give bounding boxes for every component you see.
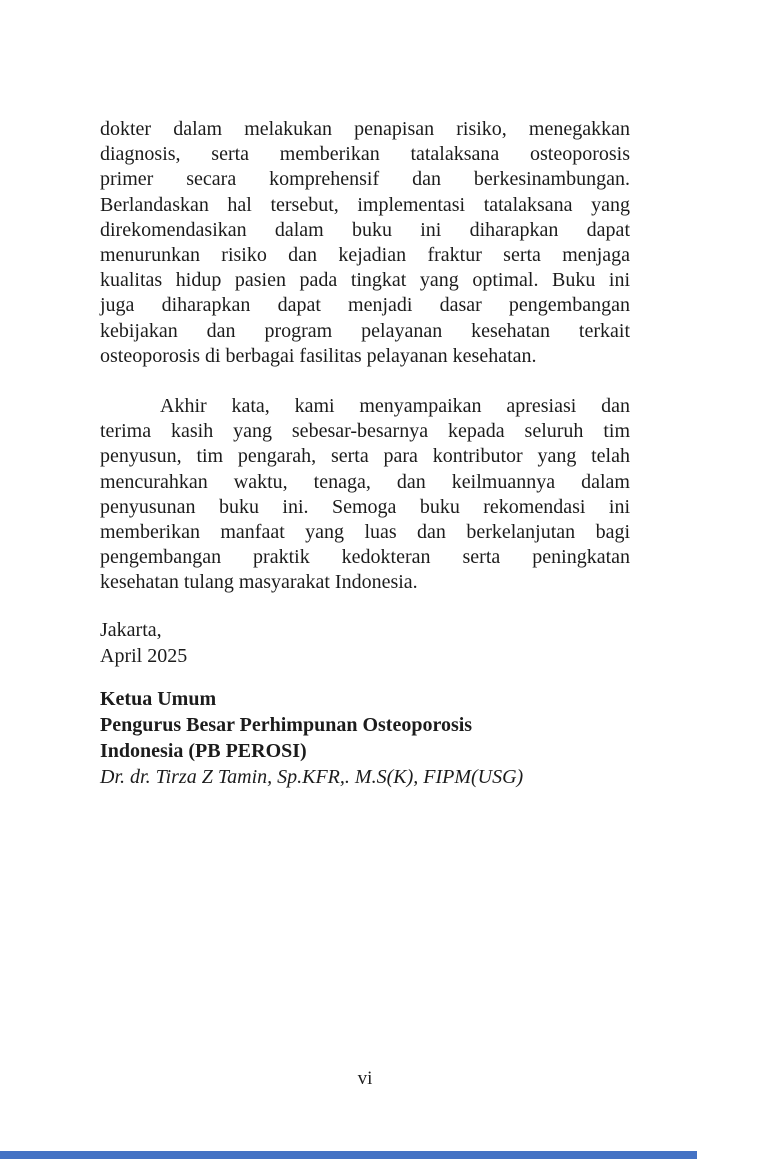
text-line: dokter dalam melakukan penapisan risiko, menegakkan (100, 118, 630, 140)
page-number: vi (357, 1068, 373, 1089)
text-line: mencurahkan waktu, tenaga, dan keilmuannya dalam (100, 470, 630, 493)
text-line: kebijakan dan program pelayanan kesehatan terkait (100, 319, 630, 342)
signature-name: Dr. dr. Tirza Z Tamin, Sp.KFR,. M.S(K), FIPM(USG) (100, 765, 524, 788)
text-line: penyusunan buku ini. Semoga buku rekomendasi ini (100, 495, 630, 518)
text-line: osteoporosis di berbagai fasilitas pelayanan kesehatan. (100, 344, 537, 367)
text-line: terima kasih yang sebesar-besarnya kepada seluruh tim (100, 420, 630, 443)
text-line: primer secara komprehensif dan berkesinambungan. (100, 168, 630, 191)
text-line: diagnosis, serta memberikan tatalaksana osteoporosis (100, 143, 630, 166)
footer-accent-bar (0, 1151, 697, 1159)
text-line: direkomendasikan dalam buku ini diharapkan dapat (100, 218, 630, 241)
text-line: kualitas hidup pasien pada tingkat yang optimal. Buku ini (100, 269, 630, 292)
signature-organization-line2: Indonesia (PB PEROSI) (100, 739, 307, 762)
text-line: menurunkan risiko dan kejadian fraktur serta menjaga (100, 244, 630, 267)
text-line: Berlandaskan hal tersebut, implementasi tatalaksana yang (100, 193, 630, 216)
text-block (100, 117, 630, 790)
text-line: memberikan manfaat yang luas dan berkelanjutan bagi (100, 521, 630, 544)
dateline (100, 617, 630, 669)
text-line: Akhir kata, kami menyampaikan apresiasi dan (160, 395, 630, 418)
paragraph-continuation (100, 117, 630, 369)
signature-title: Ketua Umum (100, 687, 217, 710)
signature-block (100, 686, 630, 790)
text-line: juga diharapkan dapat menjadi dasar pengembangan (100, 294, 630, 317)
text-line: penyusun, tim pengarah, serta para kontributor yang telah (100, 445, 630, 468)
dateline-city: Jakarta, (100, 618, 162, 641)
paragraph-closing (100, 394, 630, 596)
text-line: pengembangan praktik kedokteran serta peningkatan (100, 546, 630, 569)
text-line: kesehatan tulang masyarakat Indonesia. (100, 571, 418, 594)
dateline-date: April 2025 (100, 644, 188, 667)
signature-organization-line1: Pengurus Besar Perhimpunan Osteoporosis (100, 713, 473, 736)
